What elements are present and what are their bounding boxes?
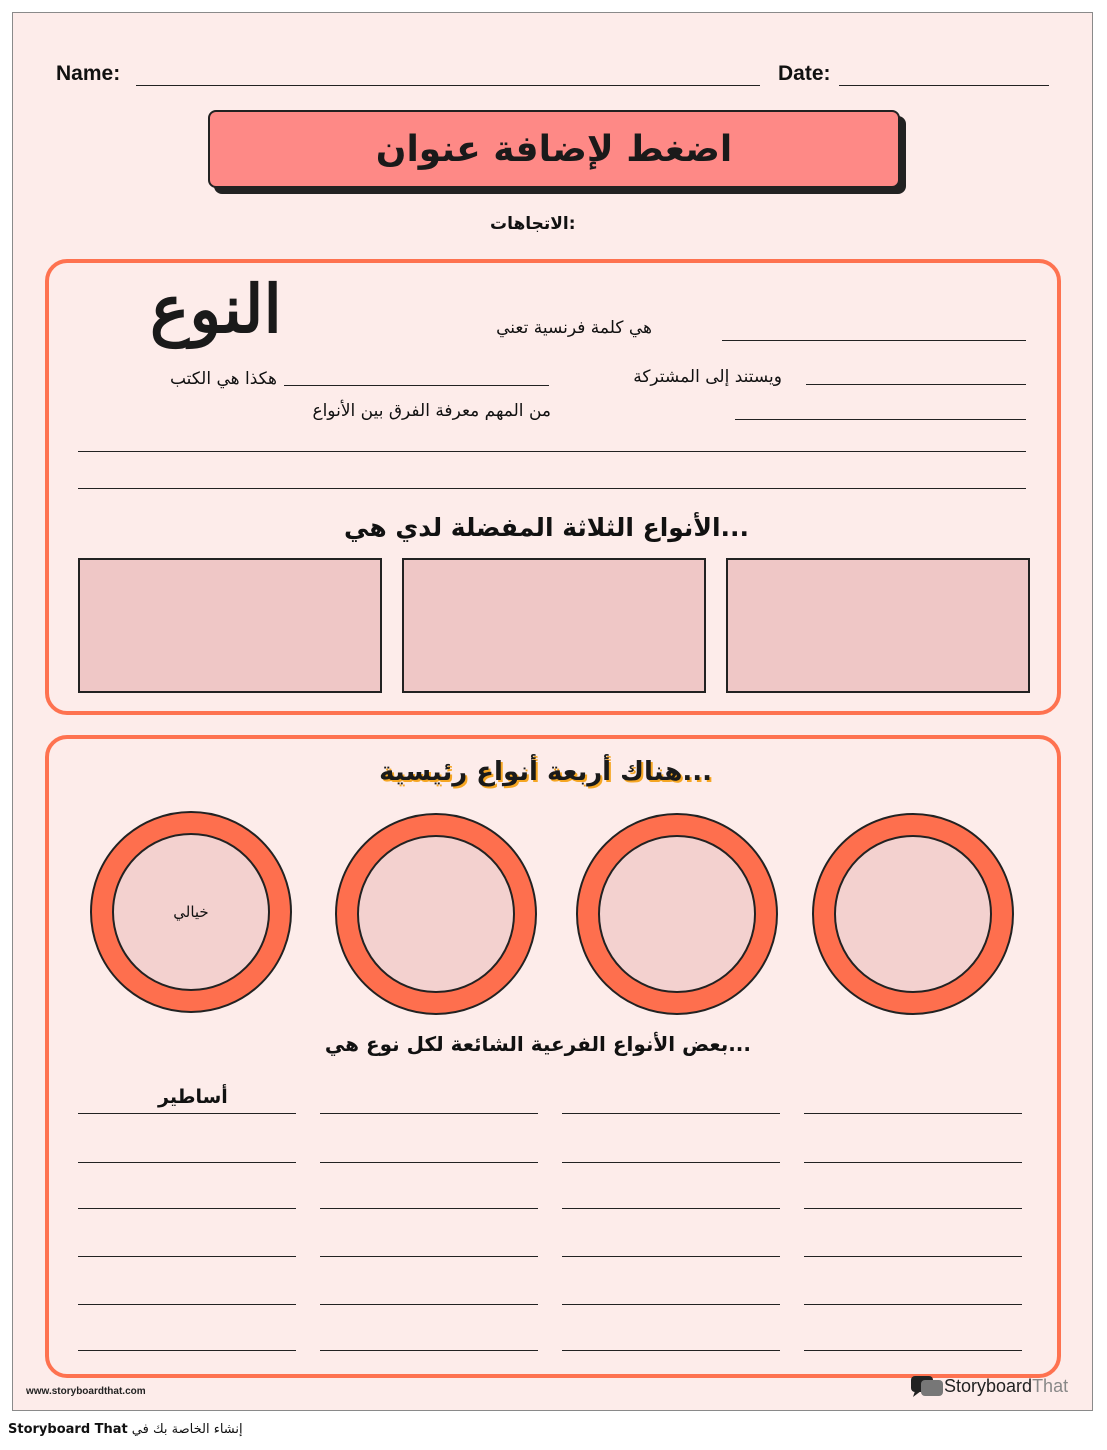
genre-circle-4	[812, 813, 1014, 1015]
sentence-4: من المهم معرفة الفرق بين الأنواع	[312, 401, 551, 421]
subgenre-line-c3-r6[interactable]	[562, 1350, 780, 1351]
genre-circle-3-inner[interactable]	[598, 835, 756, 993]
subgenre-line-c2-r4[interactable]	[320, 1256, 538, 1257]
writing-line-2[interactable]	[78, 488, 1026, 489]
date-field-line[interactable]	[839, 85, 1049, 86]
genre-circle-1-inner[interactable]	[112, 833, 270, 991]
genre-circle-4-inner[interactable]	[834, 835, 992, 993]
website-url[interactable]: www.storyboardthat.com	[26, 1386, 146, 1397]
caption-brand: Storyboard That	[8, 1422, 128, 1437]
favorite-box-1[interactable]	[78, 558, 382, 693]
caption-text: إنشاء الخاصة بك في	[131, 1422, 243, 1437]
subgenre-line-c2-r2[interactable]	[320, 1162, 538, 1163]
subgenre-line-c3-r5[interactable]	[562, 1304, 780, 1305]
subgenre-line-c1-r3[interactable]	[78, 1208, 296, 1209]
directions-label: :الاتجاهات	[490, 214, 576, 234]
date-label: Date:	[778, 62, 831, 85]
subgenre-line-c2-r6[interactable]	[320, 1350, 538, 1351]
title-text: اضغط لإضافة عنوان	[375, 128, 733, 170]
title-box[interactable]	[208, 110, 900, 188]
logo-text-part2: That	[1032, 1375, 1069, 1396]
subgenre-line-c1-r2[interactable]	[78, 1162, 296, 1163]
blank-line-1[interactable]	[722, 340, 1026, 341]
blank-line-2[interactable]	[806, 384, 1026, 385]
subgenre-line-c2-r5[interactable]	[320, 1304, 538, 1305]
favorite-box-3[interactable]	[726, 558, 1030, 693]
bottom-caption	[8, 1422, 243, 1437]
subgenre-line-c4-r3[interactable]	[804, 1208, 1022, 1209]
speech-bubble-icon	[910, 1374, 944, 1398]
genre-circle-3	[576, 813, 778, 1015]
favorites-heading: ...الأنواع الثلاثة المفضلة لدي هي	[344, 513, 749, 542]
writing-line-1[interactable]	[78, 451, 1026, 452]
genre-circle-1	[90, 811, 292, 1013]
subgenre-line-c3-r3[interactable]	[562, 1208, 780, 1209]
sentence-1: هي كلمة فرنسية تعني	[496, 318, 652, 338]
subgenre-line-c1-r4[interactable]	[78, 1256, 296, 1257]
genre-circle-1-label: خيالي	[173, 903, 209, 921]
sentence-3: هكذا هي الكتب	[169, 369, 277, 389]
subgenre-line-c3-r4[interactable]	[562, 1256, 780, 1257]
subgenre-line-c4-r5[interactable]	[804, 1304, 1022, 1305]
name-label: Name:	[56, 62, 121, 85]
favorite-box-2[interactable]	[402, 558, 706, 693]
subgenre-line-c2-r1[interactable]	[320, 1113, 538, 1114]
subgenre-line-c1-r5[interactable]	[78, 1304, 296, 1305]
sentence-2: ويستند إلى المشتركة	[633, 367, 782, 387]
genre-circle-2-inner[interactable]	[357, 835, 515, 993]
logo-text-part1: Storyboard	[944, 1375, 1033, 1396]
subgenre-entry-first: أساطير	[158, 1086, 228, 1108]
subgenre-line-c2-r3[interactable]	[320, 1208, 538, 1209]
name-field-line[interactable]	[136, 85, 760, 86]
subgenre-line-c4-r1[interactable]	[804, 1113, 1022, 1114]
subgenre-line-c3-r2[interactable]	[562, 1162, 780, 1163]
storyboardthat-logo	[910, 1374, 1068, 1398]
genre-circle-2	[335, 813, 537, 1015]
subgenre-line-c4-r4[interactable]	[804, 1256, 1022, 1257]
blank-line-4[interactable]	[735, 419, 1026, 420]
subgenre-line-c1-r6[interactable]	[78, 1350, 296, 1351]
subgenre-line-c3-r1[interactable]	[562, 1113, 780, 1114]
subgenres-heading: ...بعض الأنواع الفرعية الشائعة لكل نوع هي	[324, 1032, 751, 1056]
blank-line-3[interactable]	[284, 385, 549, 386]
subgenre-line-c4-r6[interactable]	[804, 1350, 1022, 1351]
subgenre-line-c1-r1[interactable]	[78, 1113, 296, 1114]
main-genres-heading: ...هناك أربعة أنواع رئيسية	[379, 757, 712, 787]
genre-big-word: النوع	[150, 270, 282, 348]
subgenre-line-c4-r2[interactable]	[804, 1162, 1022, 1163]
